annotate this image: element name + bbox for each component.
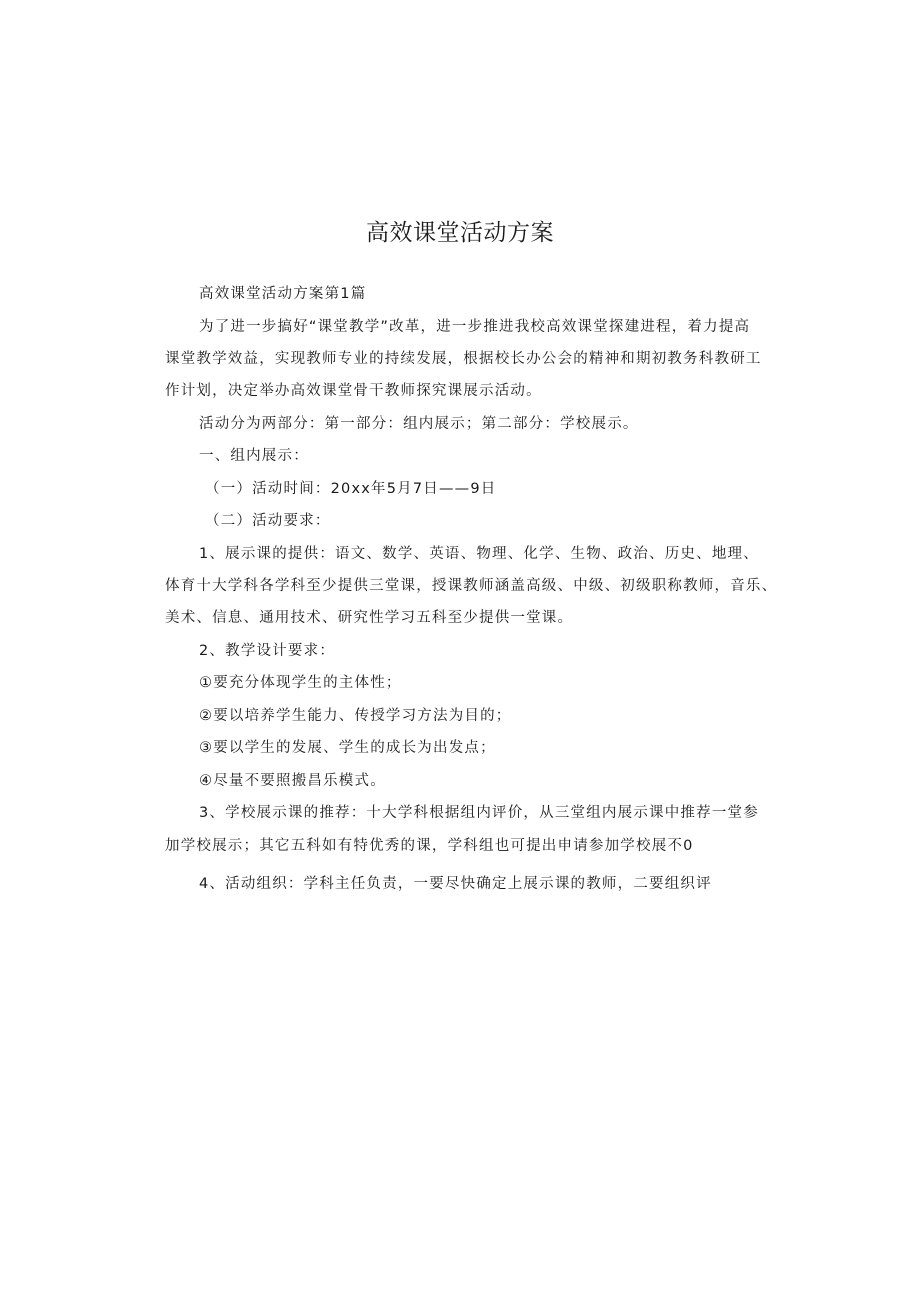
paragraph-line: 课堂教学效益，实现教师专业的持续发展，根据校长办公会的精神和期初教务科教研工 xyxy=(165,351,762,367)
list-item: ③要以学生的发展、学生的成长为出发点； xyxy=(199,740,496,756)
paragraph-line: 加学校展示；其它五科如有特优秀的课，学科组也可提出申请参加学校展不0 xyxy=(165,838,694,854)
paragraph-line: 1、展示课的提供：语文、数学、英语、物理、化学、生物、政治、历史、地理、 xyxy=(199,546,759,562)
list-item: ④尽量不要照搬昌乐模式。 xyxy=(199,773,386,789)
paragraph-line: 3、学校展示课的推荐：十大学科根据组内评价，从三堂组内展示课中推荐一堂参 xyxy=(199,805,759,821)
subheading: 一、组内展示： xyxy=(199,448,309,464)
paragraph-line: 为了进一步搞好“课堂教学”改革，进一步推进我校高效课堂探建进程，着力提高 xyxy=(199,319,751,335)
paragraph-line: （一）活动时间：20xx年5月7日——9日 xyxy=(205,481,497,497)
paragraph-line: 美术、信息、通用技术、研究性学习五科至少提供一堂课。 xyxy=(165,610,574,626)
paragraph-line: 作计划，决定举办高效课堂骨干教师探究课展示活动。 xyxy=(165,383,542,399)
document-title: 高效课堂活动方案 xyxy=(366,220,554,246)
paragraph-line: 活动分为两部分：第一部分：组内展示；第二部分：学校展示。 xyxy=(199,416,639,432)
list-item: ①要充分体现学生的主体性； xyxy=(199,675,402,691)
paragraph-line: （二）活动要求： xyxy=(205,513,331,529)
paragraph-line: 2、教学设计要求： xyxy=(199,643,336,659)
section-heading: 高效课堂活动方案第1篇 xyxy=(199,286,367,302)
list-item: ②要以培养学生能力、传授学习方法为目的； xyxy=(199,708,512,724)
paragraph-line: 4、活动组织：学科主任负责，一要尽快确定上展示课的教师，二要组织评 xyxy=(199,876,712,892)
paragraph-line: 体育十大学科各学科至少提供三堂课，授课教师涵盖高级、中级、初级职称教师，音乐、 xyxy=(165,578,778,594)
